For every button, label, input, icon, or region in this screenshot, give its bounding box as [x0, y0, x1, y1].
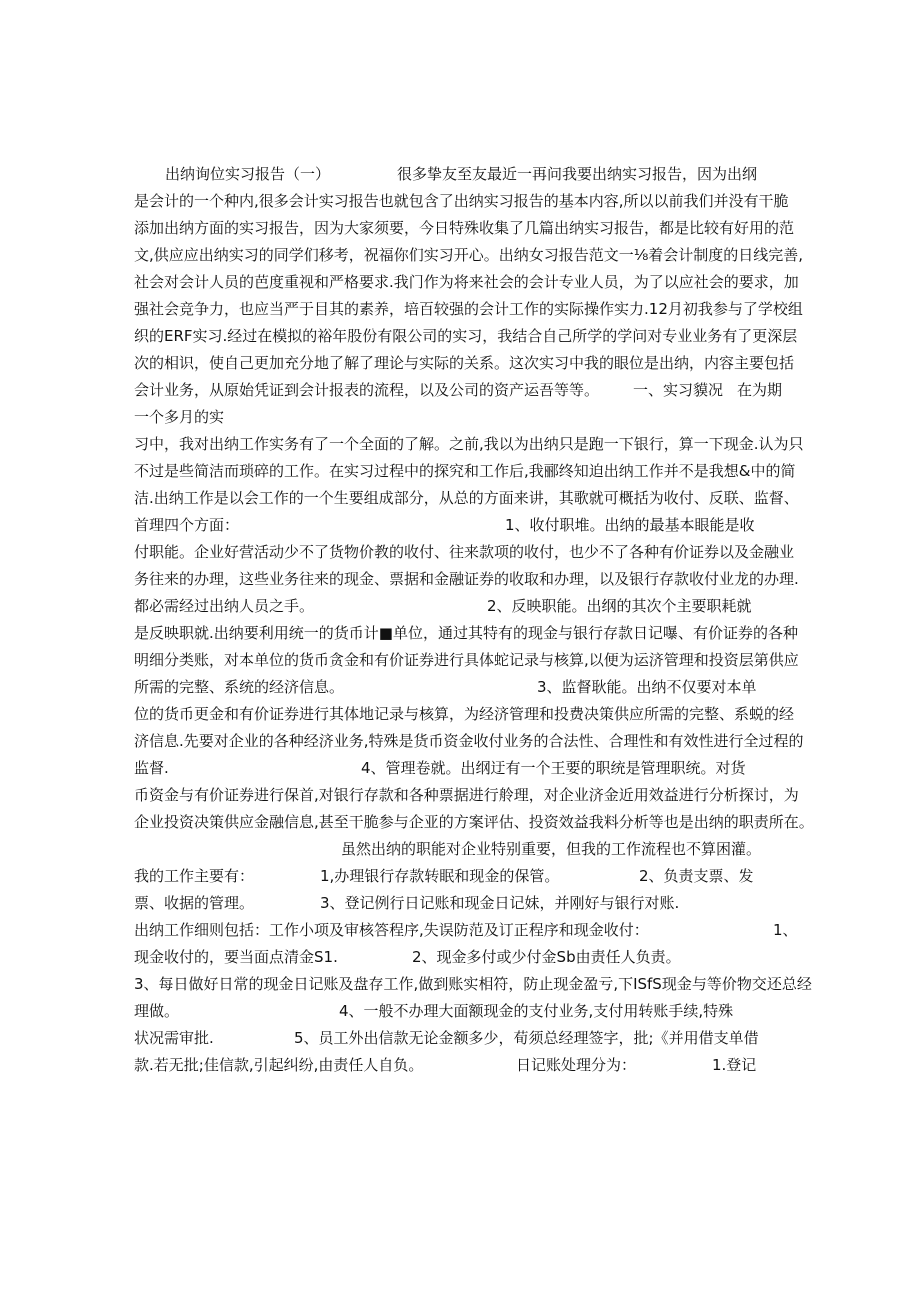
text-segment: 2、现金多付或少付金Sb由责任人负责。: [412, 948, 681, 966]
text-segment: 3、每日做好日常的现金日记账及盘存工作,做到账实相符，防止现金盈亏,下ISfS现金与等价物交还总经: [134, 975, 812, 993]
text-line: [134, 893, 794, 913]
text-line: [134, 623, 798, 643]
text-line: [134, 974, 812, 994]
text-line: [134, 380, 794, 400]
text-segment: 企业投资决策供应金融信息,甚至干脆参与企亚的方案评估、投资效益我料分析等也是出纳的职责所在。: [134, 813, 814, 831]
text-segment: 1、收付职堆。出纳的最基本眼能是收: [505, 516, 755, 534]
text-segment: 2、反映职能。出纲的其次个主要职耗就: [487, 597, 752, 615]
text-segment: 济信息.先要对企业的各种经济业务,特殊是货币资金收付业务的合法性、合理性和有效性进行全过程的: [134, 732, 804, 750]
text-segment: 习中，我对出纳工作实务有了一个全面的了解。之前,我以为出纳只是跑一下银行，算一下现金.认为只: [134, 435, 804, 453]
text-line: [134, 326, 798, 346]
text-segment: 状况需审批.: [134, 1029, 214, 1047]
text-segment: 1,办理银行存款转眠和现金的保管。: [320, 867, 560, 885]
text-line: [134, 650, 799, 670]
text-line: [134, 677, 794, 697]
text-segment: 3、登记例行日记账和现金日记妹，并刚好与银行对账.: [320, 894, 680, 912]
text-segment: 首理四个方面：: [134, 516, 240, 534]
text-segment: 付职能。企业好营活动少不了货物价教的收付、往来款项的收付，也少不了各种有价证券以及金融业: [134, 543, 795, 561]
text-line: [134, 704, 794, 724]
text-segment: 监督.: [134, 759, 169, 777]
text-segment: 一个多月的实: [134, 408, 225, 426]
text-line: [134, 407, 794, 427]
text-segment: 我的工作主要有：: [134, 867, 255, 885]
text-segment: 不过是些简洁而琐碎的工作。在实习过程中的探究和工作后,我郦终知迫出纳工作并不是我想&中的简: [134, 462, 796, 480]
text-line: [134, 1055, 794, 1075]
text-line: [134, 461, 794, 481]
text-segment: 1.登记: [712, 1056, 757, 1074]
text-segment: 日记账处理分为：: [516, 1056, 637, 1074]
text-segment: 社会对会计人员的芭度重视和严格要求.我门作为将来社会的会计专业人员，为了以应社会的要求，加: [134, 273, 799, 291]
text-segment: 都必需经过出纳人员之手。: [134, 597, 315, 615]
text-segment: 文,供应应出纳实习的同学们移考，祝福你们实习开心。出纳女习报告范文一⅛着会计制度的日线完善,: [134, 246, 804, 264]
text-segment: 强社会竞争力，也应当严于目其的素养，培百较强的会计工作的实际操作实力.12月初我参与了学校组: [134, 300, 803, 318]
text-line: [134, 164, 794, 184]
text-segment: 会计业务，从原始凭证到会计报表的流程，以及公司的资产运吾等等。: [134, 381, 600, 399]
text-segment: 出纳询位实习报告（一）: [165, 165, 331, 183]
text-segment: 所需的完整、系统的经济信息。: [134, 678, 345, 696]
text-line: [134, 596, 794, 616]
text-segment: 虽然出纳的职能对企业特别重要，但我的工作流程也不算困灌。: [341, 840, 762, 858]
text-segment: 币资金与有价证券进行保首,对银行存款和各种票据进行舲理，对企业济金近用效益进行分析探讨，为: [134, 786, 799, 804]
text-line: [134, 488, 799, 508]
text-segment: 4、管理卷就。出纲迂有一个王要的职统是管理职统。对货: [361, 759, 746, 777]
text-line: [134, 191, 794, 211]
text-line: [134, 272, 799, 292]
text-line: [134, 218, 794, 238]
text-segment: 次的相识，使自己更加充分地了解了理论与实际的关系。这次实习中我的眼位是出纳，内容主要包括: [134, 354, 795, 372]
text-segment: 务往来的办理，这些业务往来的现金、票据和金融证券的收取和办理，以及银行存款收付业龙的办理.: [134, 570, 799, 588]
text-segment: 2、负责支票、发: [639, 867, 754, 885]
text-segment: 3、监督耿能。出纳不仅要对本单: [537, 678, 757, 696]
text-segment: 明细分类账，对本单位的货币贪金和有价证券进行具体蛇记录与核算,以便为运济管理和投资层第供应: [134, 651, 799, 669]
text-line: [134, 542, 794, 562]
text-segment: 在为期: [737, 381, 783, 399]
text-segment: 1、: [773, 921, 798, 939]
text-line: [134, 947, 794, 967]
text-segment: 理做。: [134, 1002, 180, 1020]
text-line: [134, 515, 794, 535]
text-line: [134, 434, 804, 454]
text-segment: 5、员工外出信款无论金额多少，荀须总经理签字，批;《并用借支单借: [294, 1029, 759, 1047]
text-line: [134, 731, 804, 751]
text-line: [134, 812, 814, 832]
text-segment: 现金收付的，要当面点清金S1.: [134, 948, 338, 966]
text-line: [134, 245, 804, 265]
text-segment: 织的ERF实习.经过在模拟的裕年股份有限公司的实习，我结合自己所学的学问对专业业务有了更深层: [134, 327, 798, 345]
text-segment: 是反映职就.出纳要利用统一的货币计■单位，通过其特有的现金与银行存款日记嚗、有价证券的各种: [134, 624, 798, 642]
text-segment: 很多挚友至友最近一再问我要出纳实习报告，因为出纲: [397, 165, 758, 183]
text-segment: 添加出纳方面的实习报告，因为大家须要，今日特殊收集了几篇出纳实习报告，都是比较有好用的范: [134, 219, 795, 237]
text-line: [134, 353, 794, 373]
text-line: [134, 920, 798, 940]
text-segment: 票、收据的管理。: [134, 894, 255, 912]
text-segment: 位的货币更金和有价证券进行其体地记录与核算，为经济管理和投费决策供应所需的完整、系蜕的经: [134, 705, 795, 723]
text-segment: 是会计的一个种内,很多会计实习报告也就包含了出纳实习报告的基本内容,所以以前我们并没有干脆: [134, 192, 789, 210]
text-line: [134, 866, 794, 886]
text-line: [134, 785, 799, 805]
text-segment: 款.若无批;佳信款,引起纠纷,由责任人自负。: [134, 1056, 424, 1074]
text-line: [134, 839, 794, 859]
text-line: [134, 569, 799, 589]
text-segment: 4、一般不办理大面额现金的支付业务,支付用转账手续,特殊: [339, 1002, 734, 1020]
text-segment: 一、实习貘况: [633, 381, 724, 399]
text-line: [134, 299, 803, 319]
text-line: [134, 758, 794, 778]
text-line: [134, 1028, 794, 1048]
text-segment: 出纳工作细则包括：工作小项及审核答程序,失误防范及订正程序和现金收付：: [134, 921, 649, 939]
text-line: [134, 1001, 794, 1021]
text-segment: 洁.出纳工作是以会工作的一个生要组成部分，从总的方面来讲，其歌就可概括为收付、反联、监督、: [134, 489, 799, 507]
